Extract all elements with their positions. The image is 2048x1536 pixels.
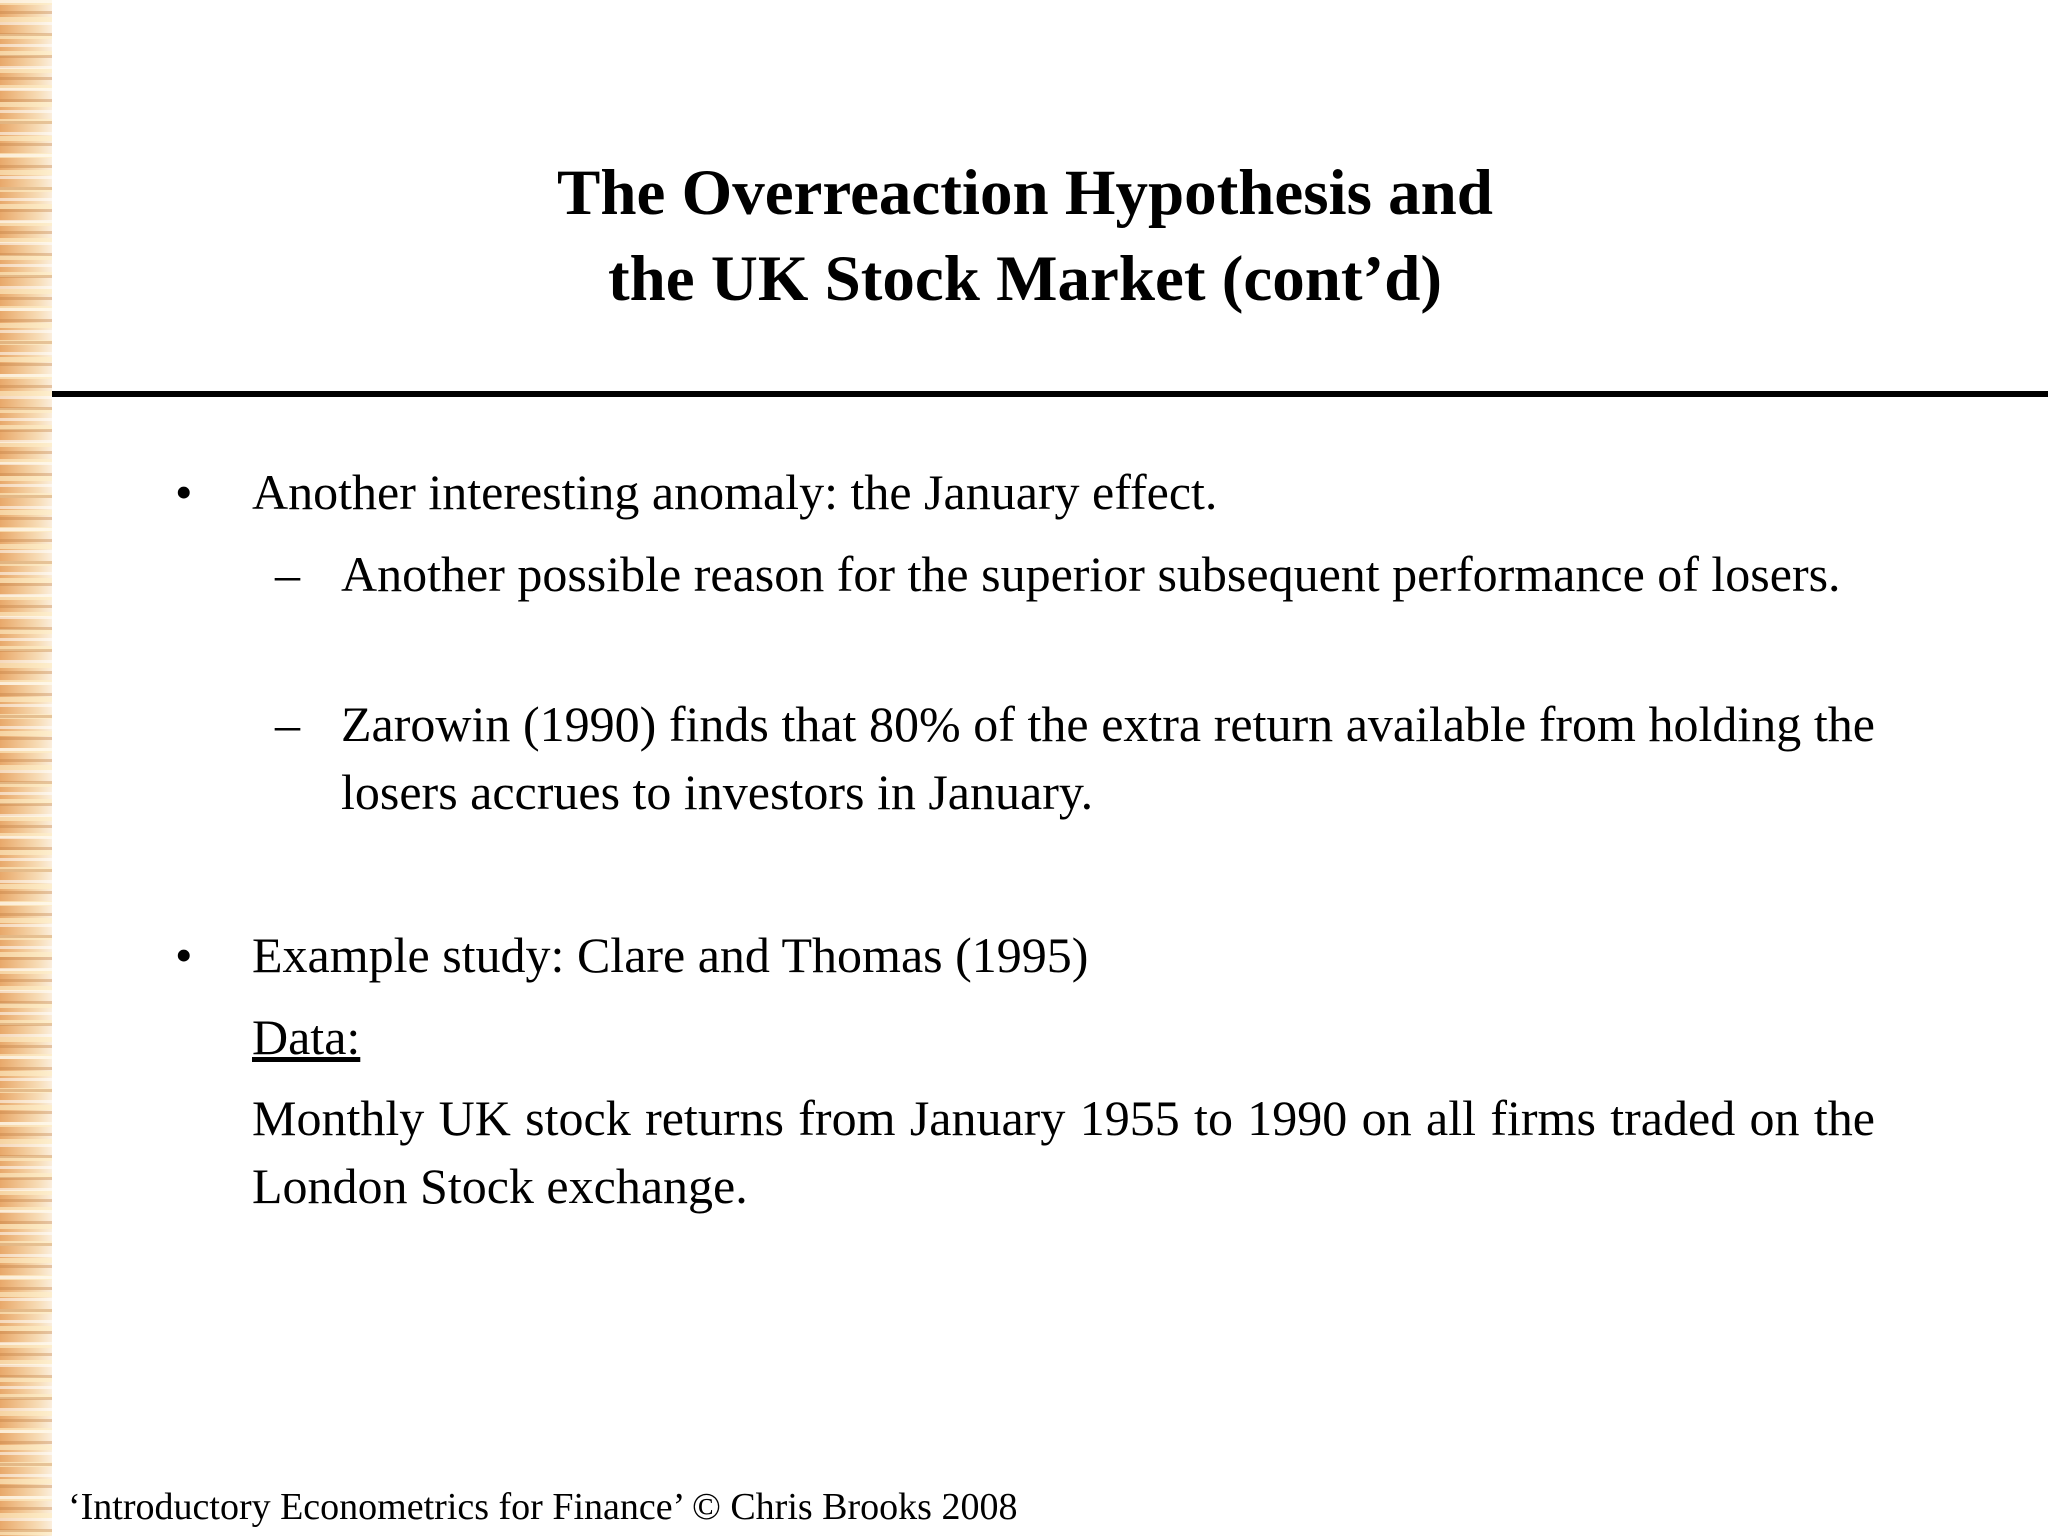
- sub-bullet-text: Another possible reason for the superior subsequent performance of losers.: [341, 546, 1841, 602]
- decorative-left-strip: [0, 0, 52, 1536]
- sub-bullet-dash-icon: –: [275, 546, 300, 602]
- slide-title-line-2: the UK Stock Market (cont’d): [607, 243, 1443, 315]
- bullet-dot-icon: •: [175, 927, 193, 983]
- bullet-dot-icon: •: [175, 464, 193, 520]
- data-description: Monthly UK stock returns from January 1955 to 1990 on all firms traded on the London Stock exchange.: [252, 1090, 1875, 1214]
- bullet-text: Example study: Clare and Thomas (1995): [252, 927, 1089, 983]
- slide-title-line-1: The Overreaction Hypothesis and: [557, 157, 1493, 229]
- data-heading: Data:: [252, 1009, 361, 1065]
- footer-copyright: ‘Introductory Econometrics for Finance’ © Chris Brooks 2008: [68, 1486, 1018, 1528]
- sub-bullet-text: Zarowin (1990) finds that 80% of the extra return available from holding the losers accrues to investors in January.: [341, 696, 1875, 820]
- title-divider: [52, 391, 2048, 397]
- slide-title: [300, 150, 1750, 322]
- sub-bullet-dash-icon: –: [275, 696, 300, 752]
- bullet-text: Another interesting anomaly: the January effect.: [252, 464, 1218, 520]
